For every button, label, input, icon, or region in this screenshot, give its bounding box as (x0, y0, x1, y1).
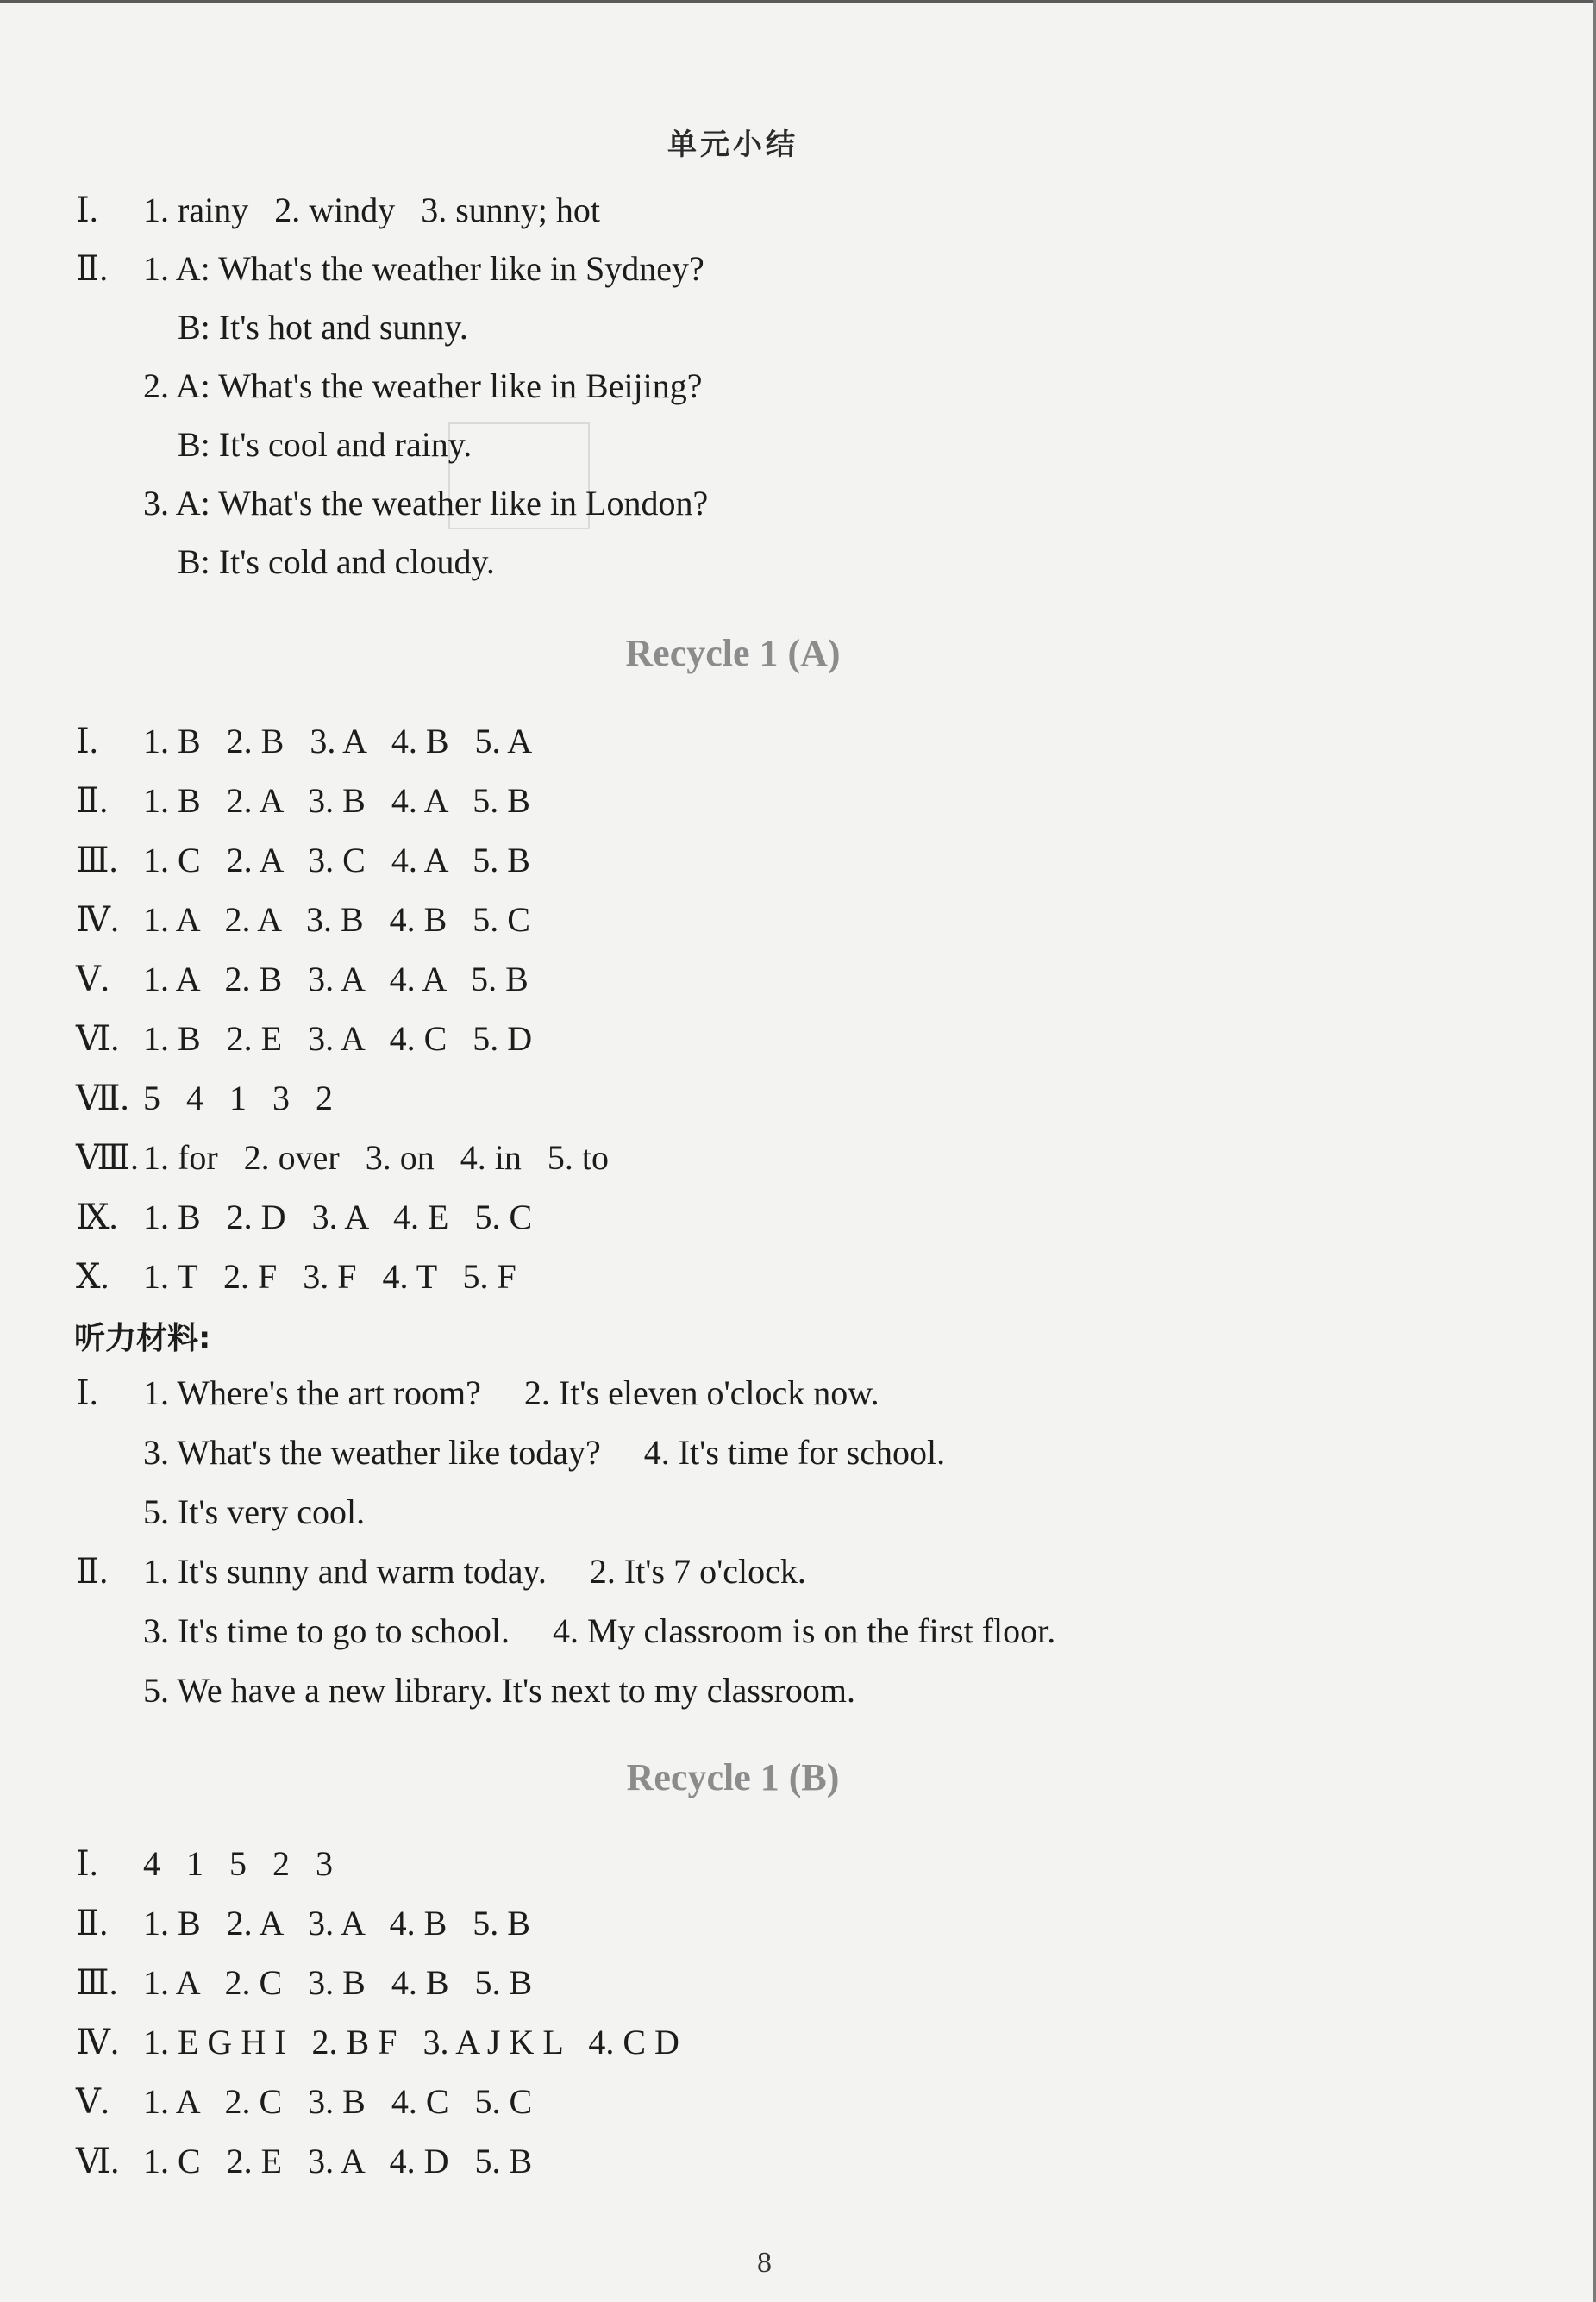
listening-label: 听力材料: (74, 1321, 211, 1356)
summary-line (143, 366, 703, 407)
roman-numeral: Ⅳ. (76, 2023, 119, 2061)
answer-line (76, 780, 530, 822)
roman-numeral: Ⅳ. (76, 900, 119, 939)
listening-text: 5. We have a new library. It's next to my classroom. (143, 1671, 855, 1710)
answer-text: 1. B 2. A 3. A 4. B 5. B (143, 1904, 530, 1942)
answer-text: 1. A 2. C 3. B 4. B 5. B (143, 1963, 533, 2002)
listening-text: 3. It's time to go to school. 4. My classroom is on the first floor. (143, 1611, 1056, 1650)
answer-line (76, 1843, 333, 1885)
recycle-b-title: Recycle 1 (B) (626, 1756, 840, 1798)
recycle-a-title: Recycle 1 (A) (625, 632, 841, 674)
answer-line (76, 721, 532, 762)
answer-text: 1. B 2. E 3. A 4. C 5. D (143, 1019, 533, 1058)
roman-numeral: Ⅵ. (76, 1019, 120, 1058)
roman-numeral: Ⅱ. (76, 1552, 109, 1591)
answer-line (76, 899, 530, 941)
roman-numeral: Ⅹ. (76, 1257, 110, 1296)
roman-numeral: Ⅰ. (76, 1844, 98, 1883)
listening-text: 1. It's sunny and warm today. 2. It's 7 o'clock. (143, 1552, 806, 1591)
answer-line (76, 840, 530, 881)
listening-line (143, 1670, 855, 1711)
answer-line (76, 1197, 532, 1238)
roman-numeral: Ⅲ. (76, 1963, 118, 2002)
answer-text: 2. A: What's the weather like in Beijing? (143, 366, 703, 405)
listening-line (76, 1551, 806, 1592)
answer-text: 1. for 2. over 3. on 4. in 5. to (143, 1138, 609, 1177)
answer-text: 1. C 2. A 3. C 4. A 5. B (143, 841, 530, 879)
roman-numeral: Ⅱ. (76, 781, 109, 820)
answer-line (76, 2022, 679, 2063)
answer-text: B: It's cool and rainy. (143, 425, 473, 464)
roman-numeral: Ⅰ. (76, 191, 98, 229)
summary-line (143, 307, 468, 348)
listening-line (143, 1432, 945, 1473)
answer-text: 1. A 2. C 3. B 4. C 5. C (143, 2082, 533, 2121)
answer-text: 1. A 2. A 3. B 4. B 5. C (143, 900, 530, 939)
answer-text: 5 4 1 3 2 (143, 1079, 333, 1117)
listening-line (143, 1492, 365, 1533)
answer-text: 1. T 2. F 3. F 4. T 5. F (143, 1257, 516, 1296)
roman-numeral: Ⅸ. (76, 1198, 118, 1236)
answer-line (76, 1256, 516, 1298)
answer-line (76, 2141, 532, 2182)
answer-line (76, 1962, 532, 2004)
roman-numeral: Ⅴ. (76, 2082, 110, 2121)
summary-line (76, 248, 704, 290)
roman-numeral: Ⅶ. (76, 1079, 129, 1117)
listening-text: 3. What's the weather like today? 4. It's time for school. (143, 1433, 946, 1472)
summary-line (76, 190, 600, 231)
roman-numeral: Ⅰ. (76, 1373, 98, 1412)
answer-text: B: It's hot and sunny. (143, 308, 468, 347)
answer-line (76, 2081, 532, 2123)
answer-line (76, 1137, 609, 1179)
roman-numeral: Ⅷ. (76, 1138, 140, 1177)
answer-text: 1. B 2. B 3. A 4. B 5. A (143, 722, 533, 760)
answer-line (76, 1078, 333, 1119)
listening-text: 1. Where's the art room? 2. It's eleven o'clock now. (143, 1373, 879, 1412)
answer-text: 1. A 2. B 3. A 4. A 5. B (143, 960, 529, 998)
answer-text: 1. C 2. E 3. A 4. D 5. B (143, 2142, 533, 2180)
answer-line (76, 1018, 532, 1060)
answer-text: 1. B 2. D 3. A 4. E 5. C (143, 1198, 533, 1236)
answer-text: 1. A: What's the weather like in Sydney? (143, 249, 704, 288)
answer-line (76, 959, 529, 1000)
answer-text: 1. E G H I 2. B F 3. A J K L 4. C D (143, 2023, 679, 2061)
page-number: 8 (757, 2247, 772, 2279)
listening-line (76, 1373, 879, 1414)
listening-line (143, 1611, 1055, 1652)
roman-numeral: Ⅱ. (76, 249, 109, 288)
answer-line (76, 1903, 530, 1944)
answer-text: 3. A: What's the weather like in London? (143, 484, 709, 522)
roman-numeral: Ⅴ. (76, 960, 110, 998)
summary-line (143, 541, 495, 583)
roman-numeral: Ⅱ. (76, 1904, 109, 1942)
answer-text: B: It's cold and cloudy. (143, 542, 495, 581)
summary-line (143, 483, 708, 524)
answer-text: 4 1 5 2 3 (143, 1844, 333, 1883)
answer-text: 1. rainy 2. windy 3. sunny; hot (143, 191, 600, 229)
unit-summary-heading: 单元小结 (667, 128, 798, 162)
summary-line (143, 424, 472, 466)
roman-numeral: Ⅲ. (76, 841, 118, 879)
roman-numeral: Ⅵ. (76, 2142, 120, 2180)
answer-text: 1. B 2. A 3. B 4. A 5. B (143, 781, 530, 820)
listening-text: 5. It's very cool. (143, 1492, 366, 1531)
roman-numeral: Ⅰ. (76, 722, 98, 760)
